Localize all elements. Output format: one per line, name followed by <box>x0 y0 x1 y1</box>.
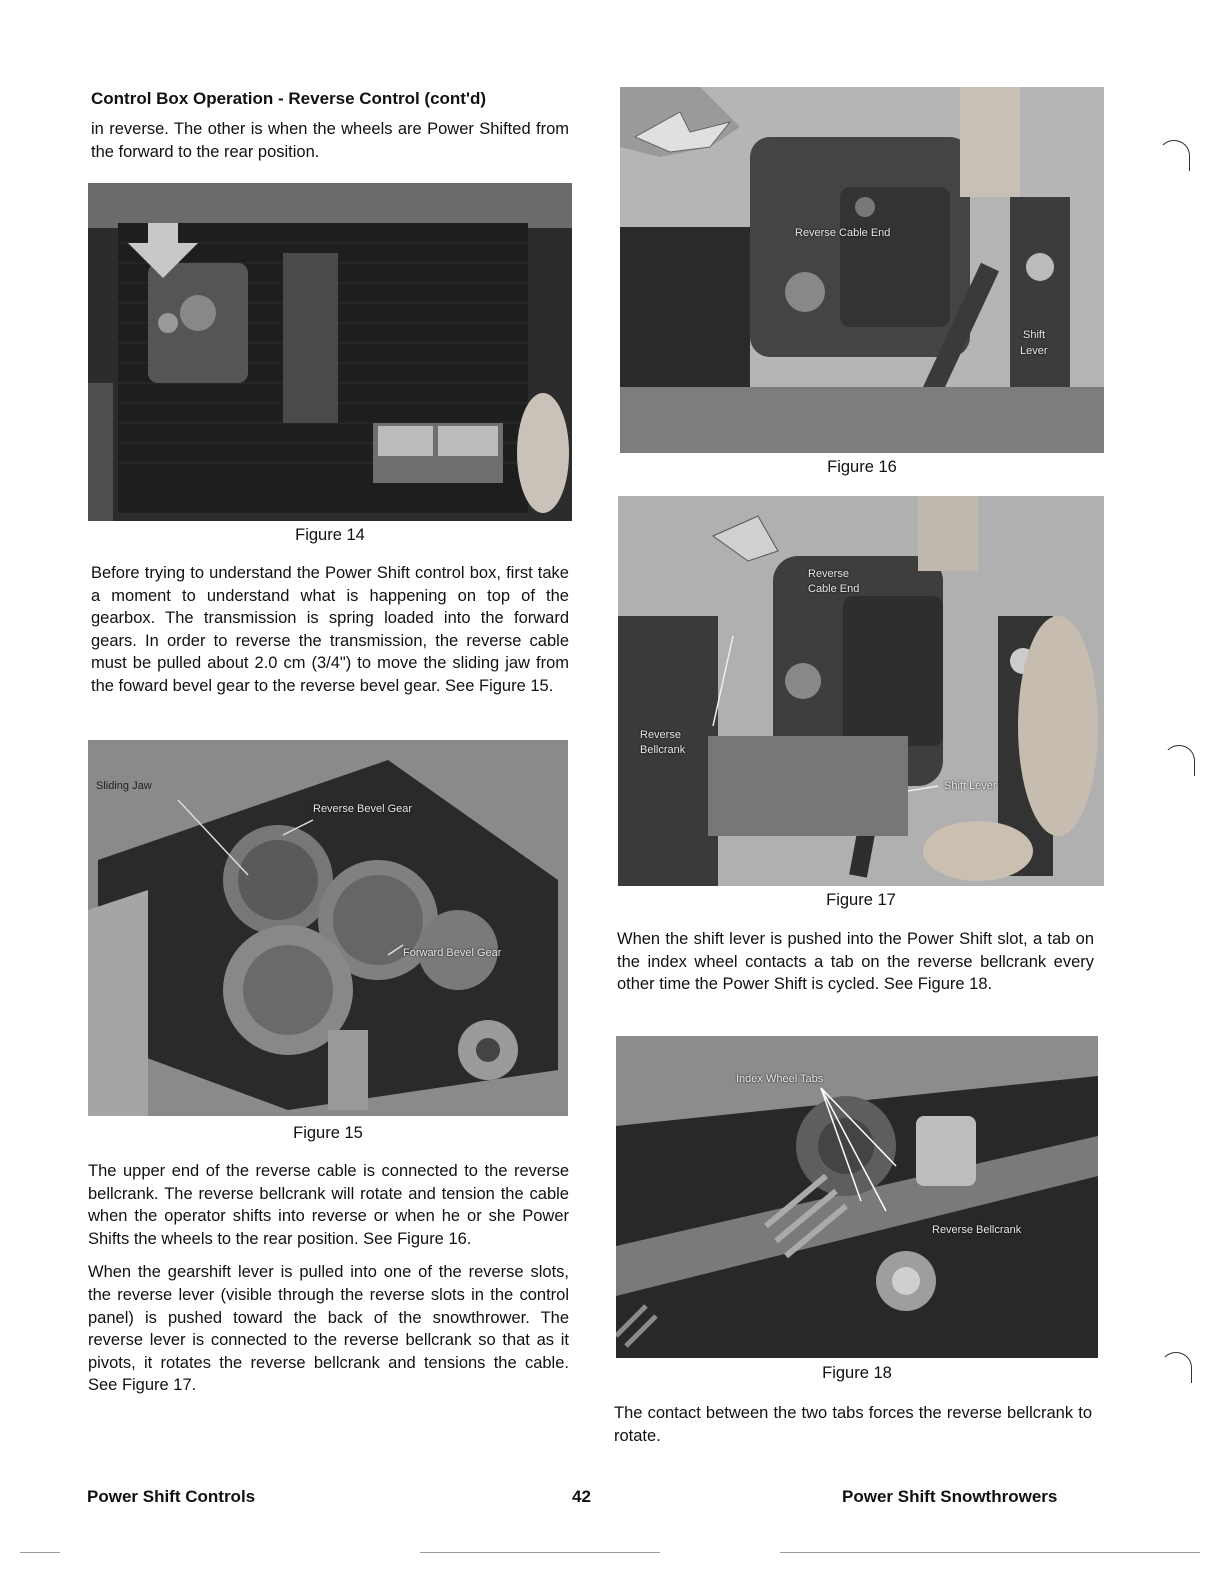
footer-right: Power Shift Snowthrowers <box>842 1487 1058 1506</box>
reverse-label-top: Reverse <box>808 568 849 580</box>
figure-15-photo <box>88 740 568 1116</box>
reverse-bellcrank-label: Reverse Bellcrank <box>932 1224 1022 1236</box>
lever-label: Lever <box>1020 345 1048 357</box>
figure-16-caption: Figure 16 <box>827 458 897 476</box>
cable-end-label: Cable End <box>808 583 860 595</box>
paragraph-shift-lever: When the shift lever is pushed into the Power Shift slot, a tab on the index wheel contacts a tab on the reverse bellcrank every other time the Power Shift is cycled. See Figure 18. <box>617 930 1094 994</box>
section-heading: Control Box Operation - Reverse Control (cont'd) <box>91 89 487 108</box>
left-para1-wrap <box>91 562 569 698</box>
paragraph-gearbox: Before trying to understand the Power Shift control box, first take a moment to understand what is happening on top of the gearbox. The transmission is spring loaded into the forward gears. In order to reverse the transmission, the reverse cable must be pulled about 2.0 cm (3/4") to move the sliding jaw from the foward bevel gear to the reverse bevel gear. See Figure 15. <box>91 564 569 695</box>
right-para1-wrap <box>617 928 1094 996</box>
scan-line <box>780 1552 1200 1553</box>
figure-14-caption: Figure 14 <box>295 526 365 544</box>
figure-18-photo <box>616 1036 1098 1358</box>
right-para2-wrap <box>614 1402 1092 1447</box>
binder-mark <box>1160 1352 1192 1383</box>
paragraph-contact: The contact between the two tabs forces the reverse bellcrank to rotate. <box>614 1404 1092 1445</box>
scan-line <box>20 1552 60 1553</box>
figure-17-caption: Figure 17 <box>826 891 896 909</box>
page-number: 42 <box>572 1487 591 1506</box>
shift-lever-label: Shift Lever <box>944 780 997 792</box>
figure-16-photo <box>620 87 1104 453</box>
paragraph-upper-end: The upper end of the reverse cable is connected to the reverse bellcrank. The reverse bellcrank will rotate and tension the cable when the operator shifts into reverse or when he or she Power Shifts the wheels to the rear position. See Figure 16. <box>88 1162 569 1248</box>
figure-18-caption: Figure 18 <box>822 1364 892 1382</box>
footer-left: Power Shift Controls <box>87 1487 256 1506</box>
index-wheel-tabs-label: Index Wheel Tabs <box>736 1073 824 1085</box>
reverse-bevel-gear-label: Reverse Bevel Gear <box>313 803 413 815</box>
left-column <box>91 88 569 163</box>
paragraph-gearshift: When the gearshift lever is pulled into one of the reverse slots, the reverse lever (visible through the reverse slots in the control panel) is pushed toward the back of the snowthrower. The reverse lever is connected to the reverse bellcrank so that as it pivots, it rotates the reverse bellcrank and tensions the cable. See Figure 17. <box>88 1263 569 1395</box>
left-para2-wrap <box>88 1160 569 1397</box>
figure-14-photo <box>88 183 572 521</box>
intro-paragraph: in reverse. The other is when the wheels are Power Shifted from the forward to the rear position. <box>91 120 569 161</box>
figure-15-caption: Figure 15 <box>293 1124 363 1142</box>
shift-label: Shift <box>1023 329 1046 341</box>
scan-line <box>420 1552 660 1553</box>
bellcrank-label: Bellcrank <box>640 744 686 756</box>
reverse-cable-end-label: Reverse Cable End <box>795 227 891 239</box>
forward-bevel-gear-label: Forward Bevel Gear <box>403 947 502 959</box>
sliding-jaw-label: Sliding Jaw <box>96 780 152 792</box>
binder-mark <box>1163 745 1195 776</box>
figure-17-photo <box>618 496 1104 886</box>
binder-mark <box>1158 140 1190 171</box>
reverse-label-bottom: Reverse <box>640 729 681 741</box>
